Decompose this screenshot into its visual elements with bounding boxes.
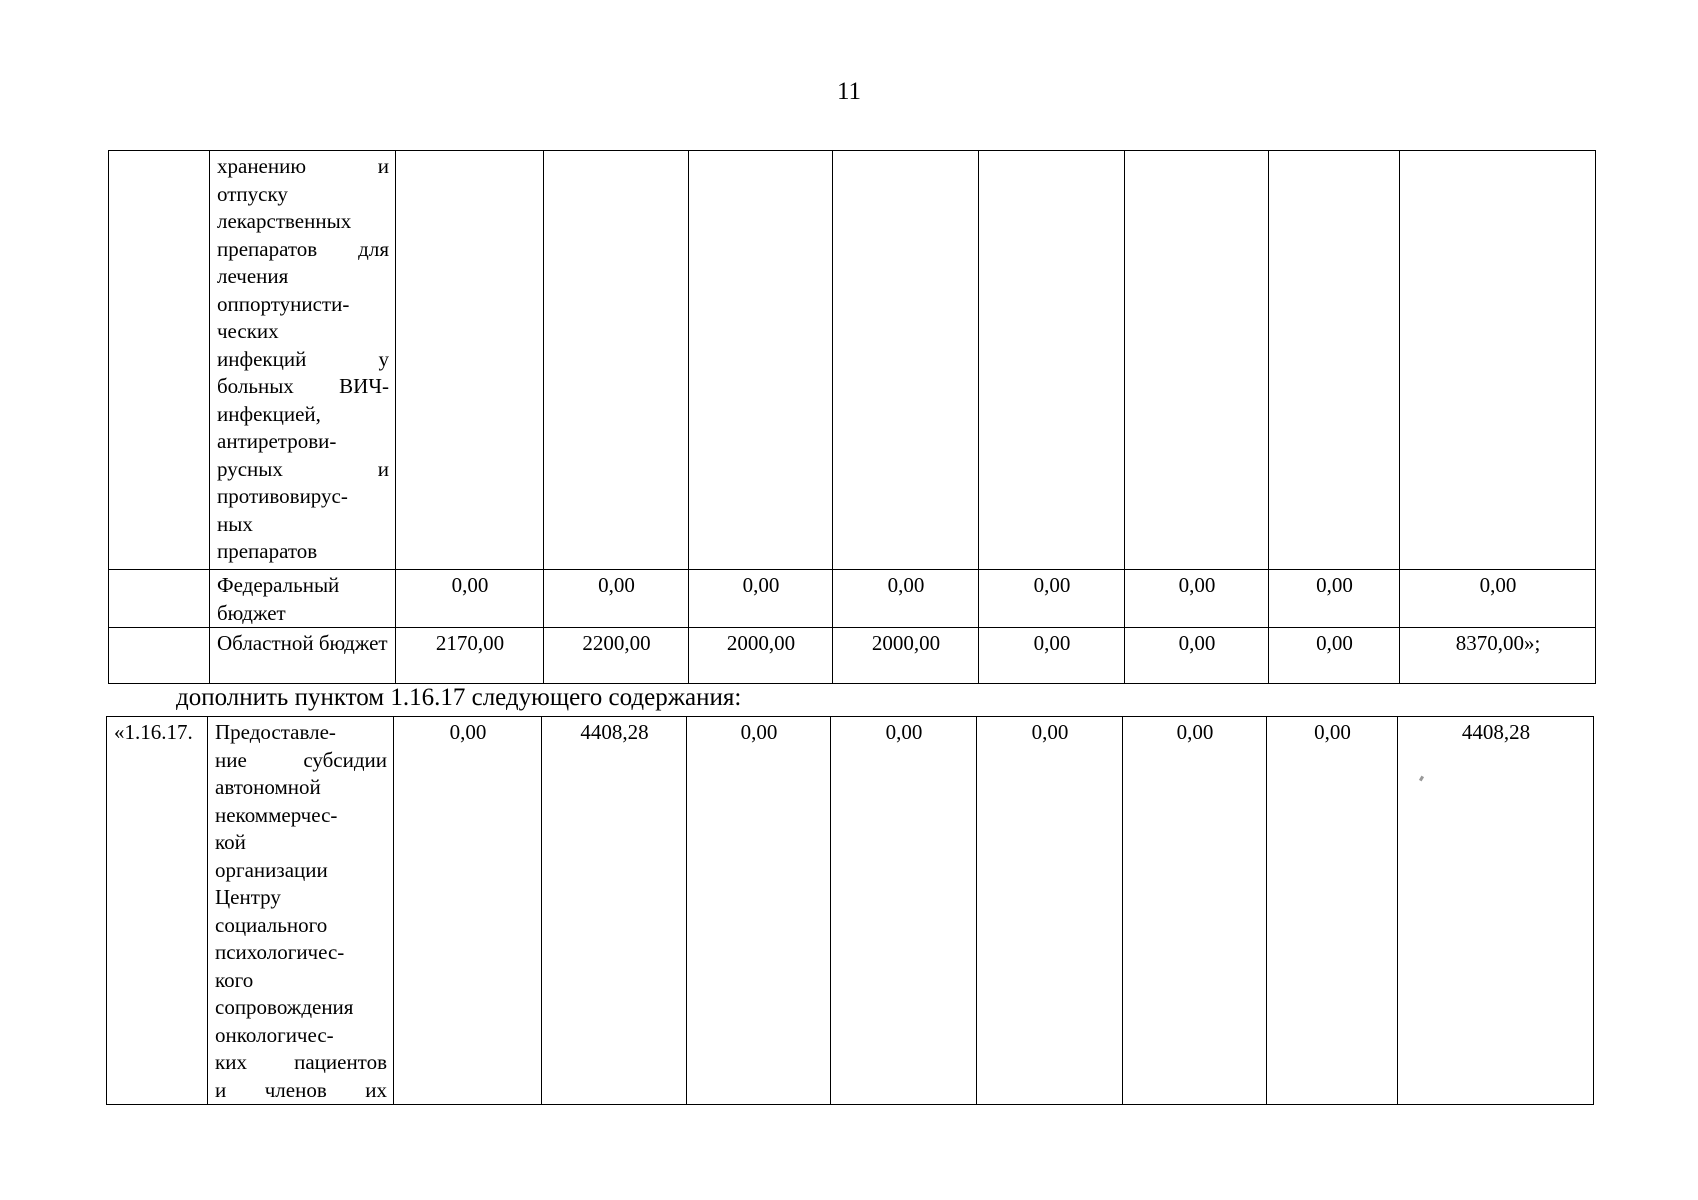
value-cell: 0,00 — [396, 570, 544, 628]
description-line: психологичес- — [215, 940, 345, 964]
description-line: лекарственных — [217, 209, 352, 233]
description-line: автономной — [215, 775, 321, 799]
page-number: 11 — [836, 78, 862, 105]
budget-label: Областной бюджет — [210, 628, 396, 684]
value-cell: 0,00 — [979, 628, 1125, 684]
value-cell: 0,00 — [1269, 628, 1400, 684]
value-cell: 2200,00 — [544, 628, 689, 684]
addendum-text: дополнить пунктом 1.16.17 следующего содержания: — [176, 684, 742, 711]
value-cell: 0,00 — [831, 717, 977, 1105]
code-cell — [109, 628, 210, 684]
description-line: препаратов — [217, 539, 318, 563]
value-cell: 0,00 — [544, 570, 689, 628]
description-line: русных и — [217, 456, 389, 481]
value-cell: 0,00 — [977, 717, 1123, 1105]
value-cell — [1400, 151, 1596, 570]
value-cell: 0,00 — [1125, 628, 1269, 684]
value-cell — [1125, 151, 1269, 570]
description-line: ние субсидии — [215, 747, 387, 772]
description-cell — [208, 717, 394, 1105]
value-cell: 0,00 — [394, 717, 542, 1105]
value-cell: 0,00 — [1123, 717, 1267, 1105]
value-cell — [979, 151, 1125, 570]
value-cell: 0,00 — [833, 570, 979, 628]
value-cell: 0,00 — [687, 717, 831, 1105]
description-line: некоммерчес- — [215, 802, 338, 827]
budget-label: Федеральный бюджет — [210, 570, 396, 628]
value-cell — [544, 151, 689, 570]
table-row-federal-budget — [109, 570, 1596, 628]
description-line: социального — [215, 912, 328, 937]
item-code: «1.16.17. — [107, 717, 208, 1105]
value-cell: 0,00 — [1125, 570, 1269, 628]
value-cell — [1269, 151, 1400, 570]
value-cell: 0,00 — [1267, 717, 1398, 1105]
description-line: лечения — [217, 264, 289, 288]
description-line: инфекцией, — [217, 401, 321, 426]
description-line: оппортунисти- — [217, 291, 350, 316]
value-cell — [396, 151, 544, 570]
description-line: противовирус- — [217, 484, 348, 508]
description-line: кого — [215, 967, 254, 992]
value-cell: 0,00 — [689, 570, 833, 628]
budget-table-new-item — [106, 716, 1594, 1105]
table-row-item-1-16-17 — [107, 717, 1594, 1105]
table-row-regional-budget — [109, 628, 1596, 684]
description-line: Предоставле- — [215, 720, 336, 744]
description-line: онкологичес- — [215, 1022, 334, 1047]
value-cell: 0,00 — [1400, 570, 1596, 628]
description-cell — [210, 151, 396, 570]
description-line: Центру — [215, 885, 281, 909]
value-cell: 2000,00 — [689, 628, 833, 684]
description-line: ких пациентов — [215, 1050, 387, 1074]
description-line: ных — [217, 511, 253, 536]
value-cell: 0,00 — [979, 570, 1125, 628]
description-line: больных ВИЧ- — [217, 374, 389, 398]
budget-table-continuation — [108, 150, 1596, 684]
description-line: антиретрови- — [217, 429, 337, 453]
description-line: сопровождения — [215, 995, 354, 1019]
description-line: хранению и — [217, 154, 389, 178]
description-line: кой — [215, 830, 246, 854]
value-cell — [833, 151, 979, 570]
code-cell — [109, 570, 210, 628]
description-line: и членов их — [215, 1077, 387, 1102]
description-line: ческих — [217, 319, 279, 343]
value-cell: 4408,28 — [542, 717, 687, 1105]
value-cell: 2170,00 — [396, 628, 544, 684]
value-cell — [689, 151, 833, 570]
value-cell: 2000,00 — [833, 628, 979, 684]
description-line: инфекций у — [217, 346, 389, 371]
value-cell: 4408,28 — [1398, 717, 1594, 1105]
table-row — [109, 151, 1596, 570]
value-cell: 0,00 — [1269, 570, 1400, 628]
description-line: отпуску — [217, 181, 288, 206]
description-line: организации — [215, 857, 328, 882]
value-cell: 8370,00»; — [1400, 628, 1596, 684]
code-cell — [109, 151, 210, 570]
description-line: препаратов для — [217, 236, 389, 261]
